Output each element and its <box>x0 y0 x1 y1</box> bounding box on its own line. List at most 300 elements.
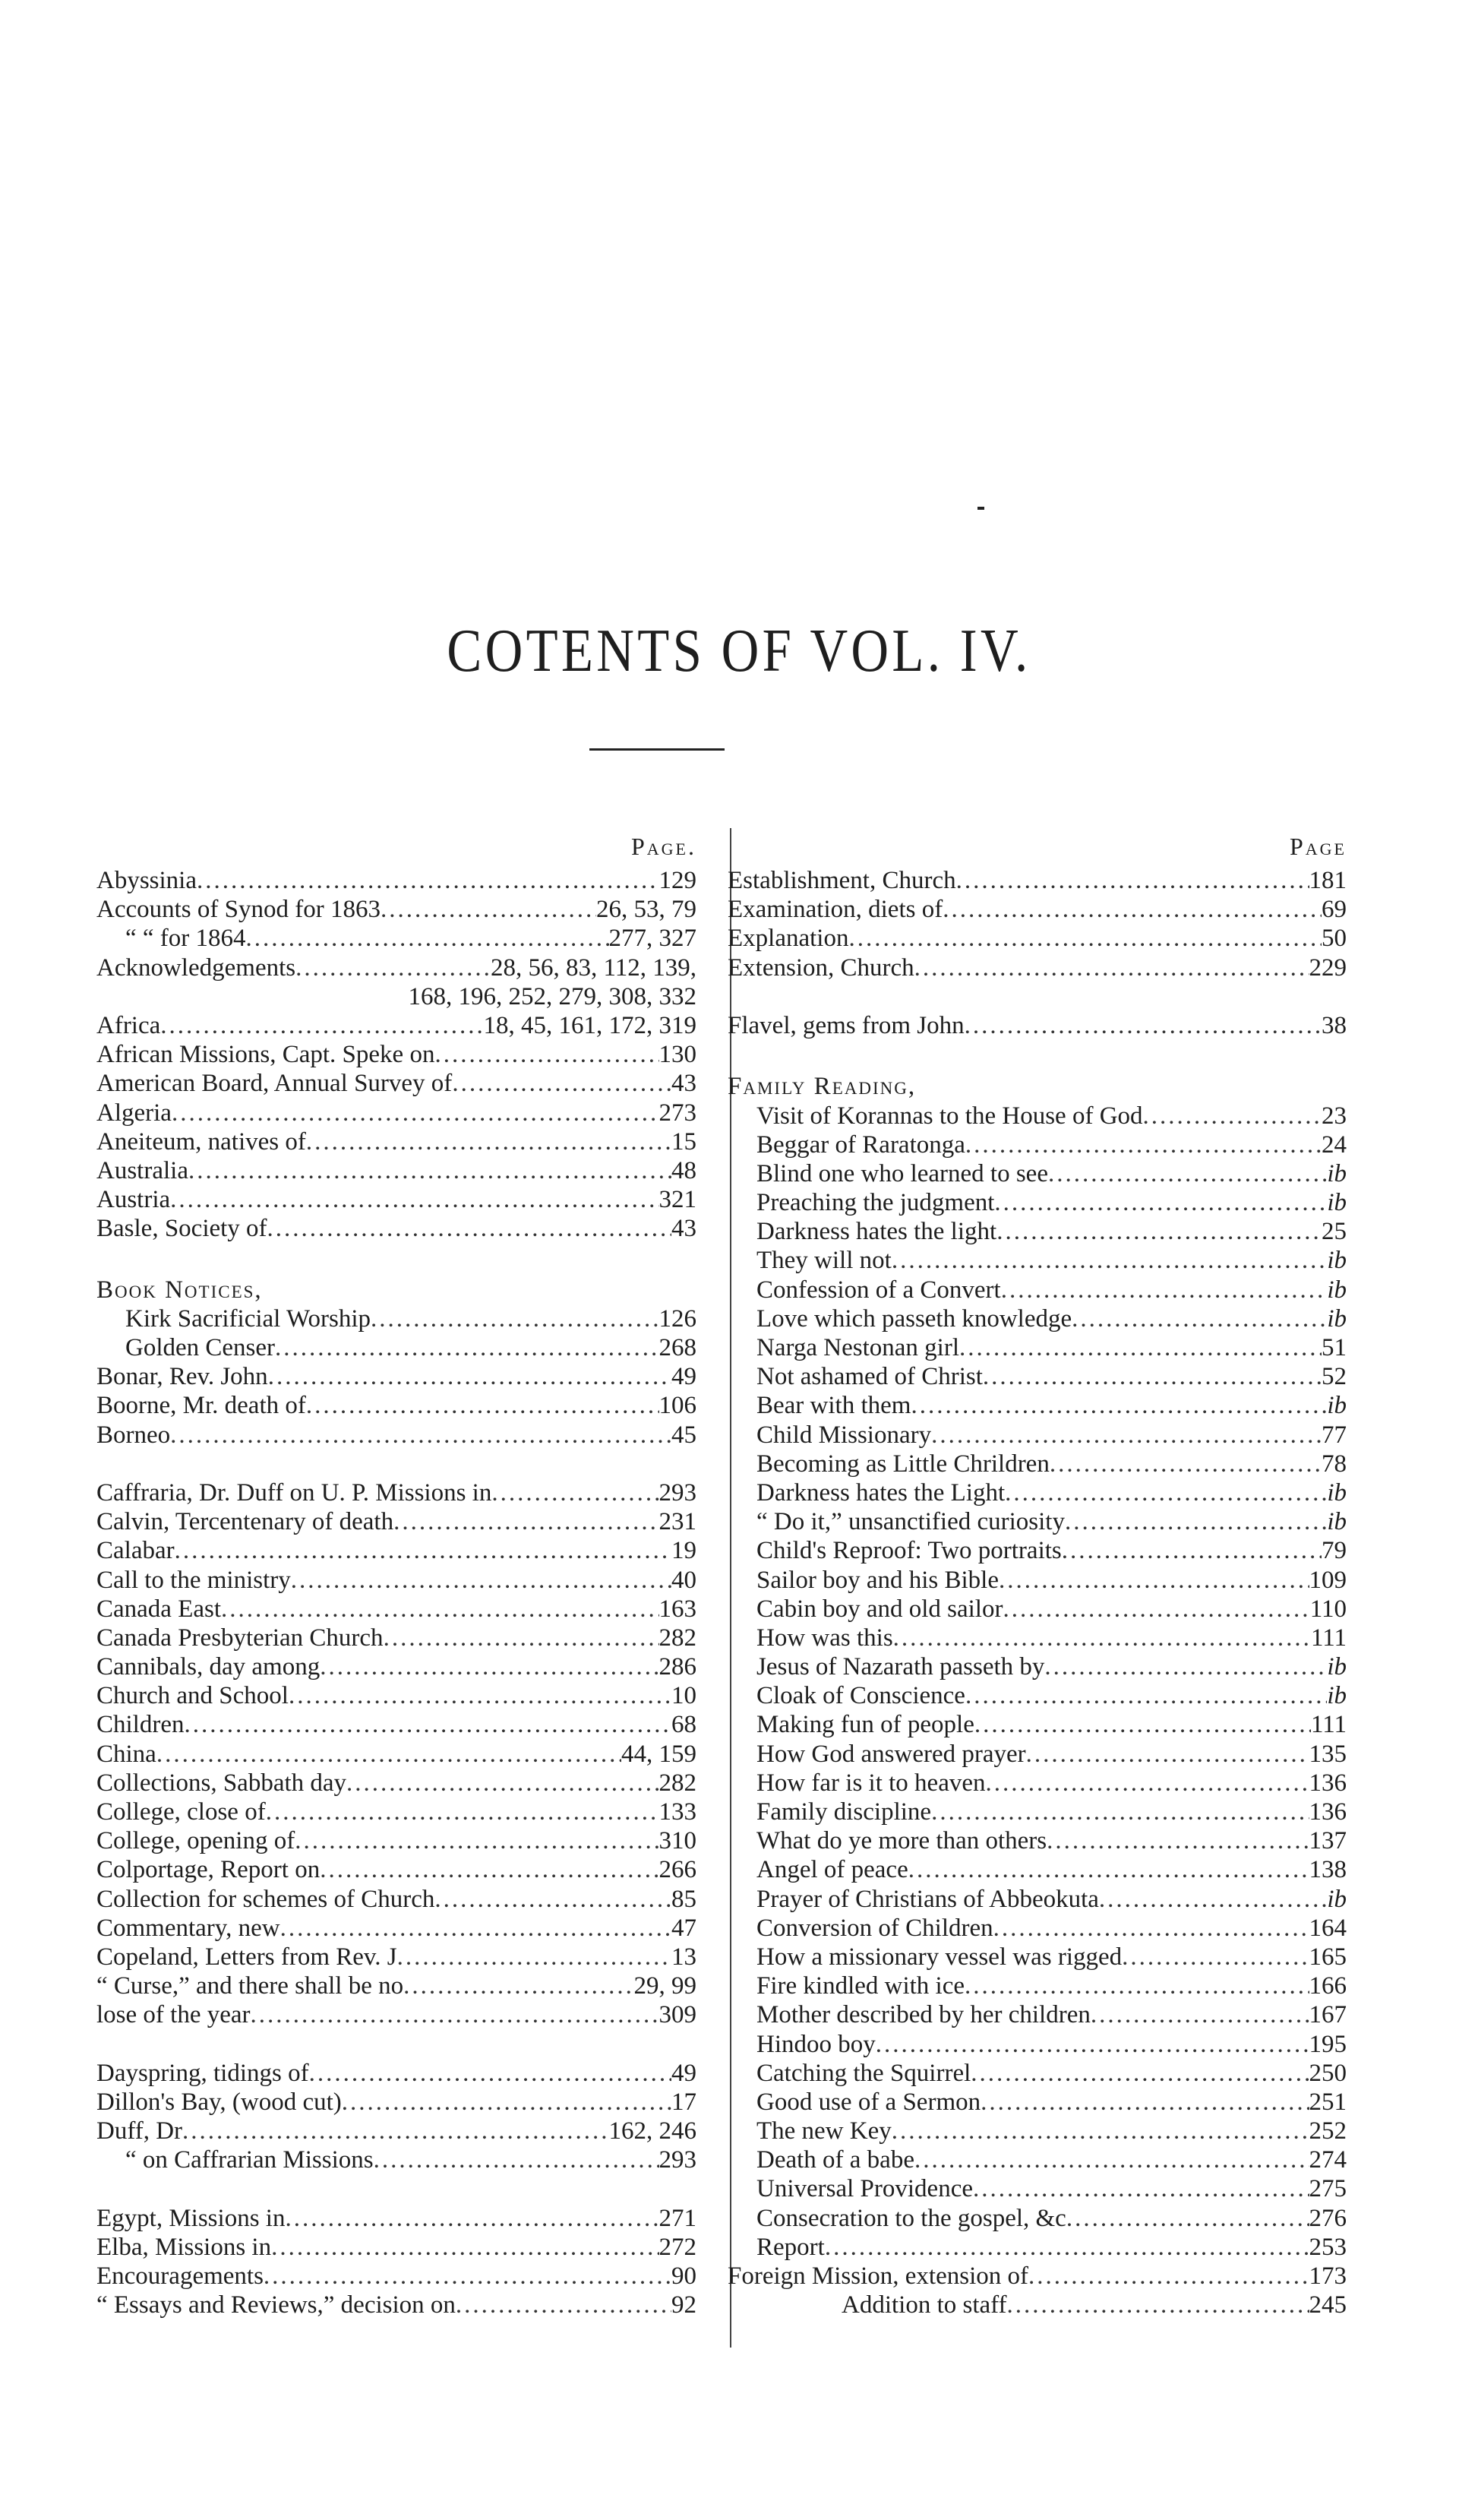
page-column-label: Page <box>1289 833 1347 860</box>
entry-text: Becoming as Little Chrildren <box>756 1450 1050 1478</box>
entry-page-number: 38 <box>1322 1011 1347 1039</box>
index-entry <box>728 866 1347 895</box>
dot-leader <box>1072 1304 1327 1333</box>
index-entry <box>728 1681 1347 1710</box>
index-entry <box>96 1826 696 1855</box>
entry-text: Children <box>96 1711 185 1739</box>
entry-page-number: 231 <box>658 1508 696 1536</box>
dot-leader <box>931 1798 1309 1826</box>
entry-text: Explanation <box>728 925 849 953</box>
entry-text: Colportage, Report on <box>96 1856 321 1884</box>
dot-leader <box>267 1214 671 1243</box>
index-entry <box>728 1333 1347 1362</box>
entry-page-number: 44, 159 <box>621 1740 696 1768</box>
entry-text: Algeria <box>96 1099 172 1127</box>
entry-text: Hindoo boy <box>756 2030 876 2058</box>
entry-text: Child Missionary <box>756 1421 932 1449</box>
dot-leader <box>491 1478 658 1507</box>
section-gap <box>96 2174 696 2203</box>
dot-leader <box>188 1156 671 1185</box>
entry-page-number: 23 <box>1322 1102 1347 1130</box>
entry-text: Beggar of Raratonga <box>756 1130 965 1159</box>
title-rule <box>589 748 725 751</box>
entry-text: Confession of a Convert <box>756 1276 1001 1304</box>
entry-page-number: 26, 53, 79 <box>596 896 696 924</box>
dot-leader <box>393 1507 658 1536</box>
entry-page-number: 79 <box>1322 1537 1347 1565</box>
index-entry <box>728 1450 1347 1478</box>
entry-text: Darkness hates the Light <box>756 1478 1006 1507</box>
entry-page-number: 268 <box>658 1334 696 1361</box>
entry-text: College, opening of <box>96 1827 295 1855</box>
dot-leader <box>170 1185 658 1214</box>
entry-page-number: 138 <box>1309 1856 1347 1884</box>
entry-text: Australia <box>96 1156 188 1184</box>
dot-leader <box>374 2145 659 2174</box>
index-entry <box>728 1943 1347 1971</box>
entry-page-number: ib <box>1327 1885 1347 1913</box>
dot-leader <box>346 1769 658 1798</box>
dot-leader <box>1050 1450 1322 1478</box>
index-entry <box>728 1710 1347 1739</box>
index-entry <box>96 1333 696 1362</box>
entry-page-number: 164 <box>1309 1914 1347 1942</box>
entry-page-number: 162, 246 <box>608 2117 696 2145</box>
index-entry <box>728 1159 1347 1188</box>
entry-page-number: 85 <box>671 1885 696 1913</box>
index-entry <box>96 1681 696 1710</box>
index-entry <box>96 1566 696 1595</box>
entry-page-number: 181 <box>1309 867 1347 894</box>
entry-page-number: 167 <box>1309 2001 1347 2029</box>
entry-page-number: 272 <box>658 2233 696 2261</box>
index-entry <box>728 2204 1347 2233</box>
entry-text: Preaching the judgment <box>756 1189 995 1217</box>
index-entry <box>96 1362 696 1391</box>
dot-leader <box>986 1769 1309 1798</box>
index-entry <box>96 1971 696 2000</box>
entry-page-number: ib <box>1327 1682 1347 1710</box>
index-entry <box>728 2059 1347 2088</box>
entry-page-number: 49 <box>671 1363 696 1391</box>
index-entry <box>728 1011 1347 1040</box>
dot-leader <box>291 1566 671 1595</box>
index-entry <box>96 1914 696 1943</box>
right-column <box>728 827 1347 2319</box>
index-entry <box>728 1246 1347 1275</box>
dot-leader <box>1007 2291 1309 2319</box>
dot-leader <box>452 1069 671 1098</box>
entry-page-number: 286 <box>658 1653 696 1681</box>
entry-text: Child's Reproof: Two portraits <box>756 1537 1062 1565</box>
index-entry <box>728 2030 1347 2059</box>
index-entry <box>728 1102 1347 1130</box>
index-entry <box>728 1624 1347 1652</box>
index-entry <box>728 2262 1347 2291</box>
index-entry <box>96 1536 696 1565</box>
entry-text: Darkness hates the light <box>756 1218 997 1246</box>
dot-leader <box>397 1943 671 1971</box>
dot-leader <box>1065 1507 1327 1536</box>
entry-text: Commentary, new <box>96 1914 280 1942</box>
entry-text: Calabar <box>96 1537 175 1565</box>
entry-page-number: 282 <box>658 1624 696 1652</box>
entry-text: What do ye more than others <box>756 1827 1047 1855</box>
index-entry <box>728 1188 1347 1217</box>
dot-leader <box>285 2204 658 2233</box>
dot-leader <box>965 1681 1327 1710</box>
index-entry <box>96 1391 696 1420</box>
entry-page-number: ib <box>1327 1276 1347 1304</box>
dot-leader <box>1047 1826 1309 1855</box>
entry-page-number: 168, 196, 252, 279, 308, 332 <box>408 982 696 1010</box>
dot-leader <box>983 1362 1322 1391</box>
index-entry <box>96 2117 696 2145</box>
dot-leader <box>914 2145 1309 2174</box>
entry-text: Duff, Dr <box>96 2117 183 2145</box>
index-entry <box>96 2145 696 2174</box>
entry-page-number: 229 <box>1309 953 1347 982</box>
entry-text: Sailor boy and his Bible <box>756 1566 999 1594</box>
entry-text: Consecration to the gospel, &c <box>756 2204 1066 2232</box>
index-entry <box>96 1185 696 1214</box>
dot-leader <box>1003 1595 1309 1624</box>
entry-text: The new Key <box>756 2117 892 2145</box>
entry-text: Blind one who learned to see <box>756 1159 1048 1187</box>
dot-leader <box>965 1130 1322 1159</box>
dot-leader <box>993 1914 1309 1943</box>
dot-leader <box>876 2030 1309 2059</box>
entry-text: Cloak of Conscience <box>756 1682 965 1710</box>
dot-leader <box>320 1652 658 1681</box>
dot-leader <box>295 953 491 982</box>
entry-page-number: 133 <box>658 1798 696 1826</box>
entry-page-number: 251 <box>1309 2088 1347 2116</box>
dot-leader <box>434 1885 671 1914</box>
entry-text: Boorne, Mr. death of <box>96 1392 306 1420</box>
entry-text: Church and School <box>96 1682 289 1710</box>
dot-leader <box>182 2117 608 2145</box>
index-entry <box>728 1798 1347 1826</box>
entry-page-number: 45 <box>671 1421 696 1449</box>
index-entry <box>728 2174 1347 2203</box>
dot-leader <box>246 924 609 953</box>
entry-page-number: ib <box>1327 1653 1347 1681</box>
entry-page-number: 109 <box>1309 1566 1347 1594</box>
section-gap <box>96 2030 696 2059</box>
dot-leader <box>289 1681 671 1710</box>
entry-text: Family discipline <box>756 1798 932 1826</box>
entry-text: Bonar, Rev. John <box>96 1363 268 1391</box>
dot-leader <box>384 1624 659 1652</box>
dot-leader <box>959 1333 1322 1362</box>
index-entry <box>728 1507 1347 1536</box>
entry-text: Collections, Sabbath day <box>96 1769 347 1797</box>
section-heading: Book Notices, <box>96 1276 263 1304</box>
dot-leader <box>280 1914 671 1943</box>
index-entry <box>96 1421 696 1450</box>
entry-page-number: 24 <box>1322 1130 1347 1159</box>
entry-page-number: 271 <box>658 2204 696 2232</box>
entry-page-number: 195 <box>1309 2030 1347 2058</box>
entry-text: How God answered prayer <box>756 1740 1026 1768</box>
entry-page-number: 43 <box>671 1215 696 1243</box>
entry-text: How was this <box>756 1624 893 1652</box>
index-entry <box>728 895 1347 924</box>
entry-text: “ Curse,” and there shall be no <box>96 1972 404 2000</box>
entry-page-number: 40 <box>671 1566 696 1594</box>
entry-text: How far is it to heaven <box>756 1769 986 1797</box>
index-entry <box>728 2291 1347 2319</box>
index-entry <box>96 1478 696 1507</box>
entry-text: Establishment, Church <box>728 867 956 894</box>
index-entry <box>728 1478 1347 1507</box>
entry-page-number: 136 <box>1309 1769 1347 1797</box>
entry-page-number: 77 <box>1322 1421 1347 1449</box>
entry-text: Acknowledgements <box>96 953 296 982</box>
dot-leader <box>251 2000 659 2029</box>
entry-page-number: 17 <box>671 2088 696 2116</box>
entry-text: Catching the Squirrel <box>756 2059 971 2087</box>
entry-text: Kirk Sacrificial Worship <box>125 1304 371 1333</box>
entry-page-number: 13 <box>671 1943 696 1971</box>
entry-page-number: 10 <box>671 1682 696 1710</box>
dot-leader <box>1099 1885 1327 1914</box>
dot-leader <box>160 1011 483 1040</box>
entry-text: Visit of Korannas to the House of God <box>756 1102 1143 1130</box>
index-entry <box>728 1304 1347 1333</box>
entry-page-number: 173 <box>1309 2262 1347 2290</box>
dot-leader <box>456 2291 671 2319</box>
entry-text: Mother described by her children <box>756 2001 1091 2029</box>
section-gap <box>96 1450 696 1478</box>
dot-leader <box>295 1826 658 1855</box>
page-title: COTENTS OF VOL. IV. <box>447 618 1031 685</box>
entry-text: “ Essays and Reviews,” decision on <box>96 2291 456 2319</box>
entry-page-number: 266 <box>658 1856 696 1884</box>
entry-text: Addition to staff <box>842 2291 1007 2319</box>
dot-leader <box>221 1595 658 1624</box>
dot-leader <box>197 866 659 895</box>
entry-text: Prayer of Christians of Abbeokuta <box>756 1885 1099 1913</box>
dot-leader <box>170 1421 671 1450</box>
entry-page-number: 126 <box>658 1304 696 1333</box>
entry-page-number: 49 <box>671 2059 696 2087</box>
entry-page-number: 25 <box>1322 1218 1347 1246</box>
entry-text: Copeland, Letters from Rev. J <box>96 1943 397 1971</box>
entry-page-number: 50 <box>1322 925 1347 953</box>
entry-text: Report <box>756 2233 825 2261</box>
dot-leader <box>965 1011 1322 1040</box>
entry-page-number: 15 <box>671 1127 696 1156</box>
entry-page-number: ib <box>1327 1392 1347 1420</box>
entry-page-number: 137 <box>1309 1827 1347 1855</box>
left-column <box>96 827 696 2319</box>
dot-leader <box>1122 1943 1309 1971</box>
entry-page-number: 28, 56, 83, 112, 139, <box>490 953 696 982</box>
entry-text: Golden Censer <box>125 1334 276 1361</box>
entry-page-number: 309 <box>658 2001 696 2029</box>
entry-page-number: 273 <box>658 1099 696 1127</box>
index-entry <box>728 2145 1347 2174</box>
entry-page-number: 48 <box>671 1156 696 1184</box>
index-entry <box>728 2117 1347 2145</box>
dot-leader <box>264 2262 671 2291</box>
section-gap <box>96 1243 696 1272</box>
entry-page-number: 69 <box>1322 896 1347 924</box>
entry-page-number: 165 <box>1309 1943 1347 1971</box>
index-entry <box>728 1130 1347 1159</box>
entry-text: How a missionary vessel was rigged <box>756 1943 1123 1971</box>
index-entry-continuation <box>96 982 696 1011</box>
entry-page-number: 282 <box>658 1769 696 1797</box>
entry-page-number: ib <box>1327 1304 1347 1333</box>
index-entry <box>96 2262 696 2291</box>
entry-page-number: 47 <box>671 1914 696 1942</box>
index-entry <box>96 1943 696 1971</box>
index-entry <box>728 2233 1347 2262</box>
index-entry <box>728 1362 1347 1391</box>
entry-text: Cannibals, day among <box>96 1653 321 1681</box>
entry-page-number: 277, 327 <box>608 925 696 953</box>
entry-page-number: 111 <box>1310 1711 1347 1739</box>
dot-leader <box>956 866 1309 895</box>
entry-page-number: 245 <box>1309 2291 1347 2319</box>
entry-text: Canada East <box>96 1595 222 1623</box>
entry-text: Abyssinia <box>96 867 197 894</box>
dot-leader <box>1143 1102 1322 1130</box>
dot-leader <box>156 1740 621 1769</box>
dot-leader <box>893 1624 1311 1652</box>
dot-leader <box>943 895 1322 924</box>
entry-text: Making fun of people <box>756 1711 974 1739</box>
index-entry <box>728 1855 1347 1884</box>
index-entry <box>728 1885 1347 1914</box>
left-entry-list <box>96 866 696 2319</box>
entry-text: College, close of <box>96 1798 266 1826</box>
entry-page-number: 78 <box>1322 1450 1347 1478</box>
entry-page-number: 90 <box>671 2262 696 2290</box>
index-entry <box>96 1885 696 1914</box>
dot-leader <box>172 1099 659 1127</box>
dot-leader <box>996 1217 1322 1246</box>
index-entry <box>728 1971 1347 2000</box>
entry-page-number: 19 <box>671 1537 696 1565</box>
entry-text: Bear with them <box>756 1392 911 1420</box>
index-entry <box>96 1595 696 1624</box>
section-heading: Family Reading, <box>728 1073 917 1101</box>
entry-text: Canada Presbyterian Church <box>96 1624 384 1652</box>
dot-leader <box>848 924 1322 953</box>
entry-page-number: 293 <box>658 2146 696 2174</box>
entry-text: Elba, Missions in <box>96 2233 272 2261</box>
entry-text: Foreign Mission, extension of <box>728 2262 1028 2290</box>
entry-text: American Board, Annual Survey of <box>96 1070 453 1098</box>
entry-page-number: 166 <box>1309 1972 1347 2000</box>
index-entry <box>728 2088 1347 2117</box>
entry-text: Collection for schemes of Church <box>96 1885 435 1913</box>
dot-leader <box>275 1333 658 1362</box>
dot-leader <box>974 1710 1311 1739</box>
dot-leader <box>1028 2262 1309 2291</box>
entry-text: Borneo <box>96 1421 171 1449</box>
dot-leader <box>271 2233 658 2262</box>
entry-text: Narga Nestonan girl <box>756 1334 959 1361</box>
dot-leader <box>965 1971 1309 2000</box>
index-entry <box>96 1011 696 1040</box>
dot-leader <box>1091 2000 1309 2029</box>
entry-page-number: 136 <box>1309 1798 1347 1826</box>
entry-text: Jesus of Nazarath passeth by <box>756 1653 1045 1681</box>
dot-leader <box>914 953 1309 982</box>
index-entry <box>96 1855 696 1884</box>
dot-leader <box>381 895 596 924</box>
dot-leader <box>309 2059 671 2088</box>
index-entry <box>728 1217 1347 1246</box>
entry-page-number: 110 <box>1309 1595 1347 1623</box>
entry-text: They will not <box>756 1247 892 1275</box>
dot-leader <box>825 2233 1309 2262</box>
entry-text: Flavel, gems from John <box>728 1011 965 1039</box>
dot-leader <box>184 1710 671 1739</box>
entry-text: Death of a babe <box>756 2146 914 2174</box>
entry-text: lose of the year <box>96 2001 251 2029</box>
dot-leader <box>892 1246 1328 1275</box>
entry-page-number: ib <box>1327 1247 1347 1275</box>
index-entry <box>96 1304 696 1333</box>
index-entry <box>96 924 696 953</box>
entry-text: Angel of peace <box>756 1856 908 1884</box>
entry-text: China <box>96 1740 156 1768</box>
entry-page-number: 51 <box>1322 1334 1347 1361</box>
index-entry <box>96 2088 696 2117</box>
dot-leader <box>342 2088 671 2117</box>
dot-leader <box>306 1127 671 1156</box>
dot-leader <box>908 1855 1309 1884</box>
index-entry <box>728 924 1347 953</box>
index-entry <box>96 2233 696 2262</box>
dot-leader <box>371 1304 659 1333</box>
entry-page-number: 253 <box>1309 2233 1347 2261</box>
entry-page-number: 250 <box>1309 2059 1347 2087</box>
entry-text: Caffraria, Dr. Duff on U. P. Missions in <box>96 1478 492 1507</box>
entry-page-number: 129 <box>658 867 696 894</box>
index-entry <box>728 1740 1347 1769</box>
entry-text: Love which passeth knowledge <box>756 1304 1072 1333</box>
entry-page-number: 276 <box>1309 2204 1347 2232</box>
right-entry-list <box>728 866 1347 2319</box>
entry-page-number: 310 <box>658 1827 696 1855</box>
index-entry <box>96 1127 696 1156</box>
entry-page-number: 293 <box>658 1478 696 1507</box>
index-entry <box>96 2291 696 2319</box>
entry-page-number: 29, 99 <box>633 1972 696 2000</box>
index-entry <box>96 1214 696 1243</box>
index-entry <box>728 1769 1347 1798</box>
dot-leader <box>1048 1159 1327 1188</box>
dot-leader <box>175 1536 671 1565</box>
index-entry <box>96 1710 696 1739</box>
entry-text: Calvin, Tercentenary of death <box>96 1508 394 1536</box>
entry-page-number: 106 <box>658 1392 696 1420</box>
dot-leader <box>931 1421 1322 1450</box>
entry-text: Encouragements <box>96 2262 264 2290</box>
entry-text: African Missions, Capt. Speke on <box>96 1041 435 1069</box>
dot-leader <box>1044 1652 1327 1681</box>
index-entry <box>96 1156 696 1185</box>
entry-page-number: 252 <box>1309 2117 1347 2145</box>
entry-page-number: 163 <box>658 1595 696 1623</box>
